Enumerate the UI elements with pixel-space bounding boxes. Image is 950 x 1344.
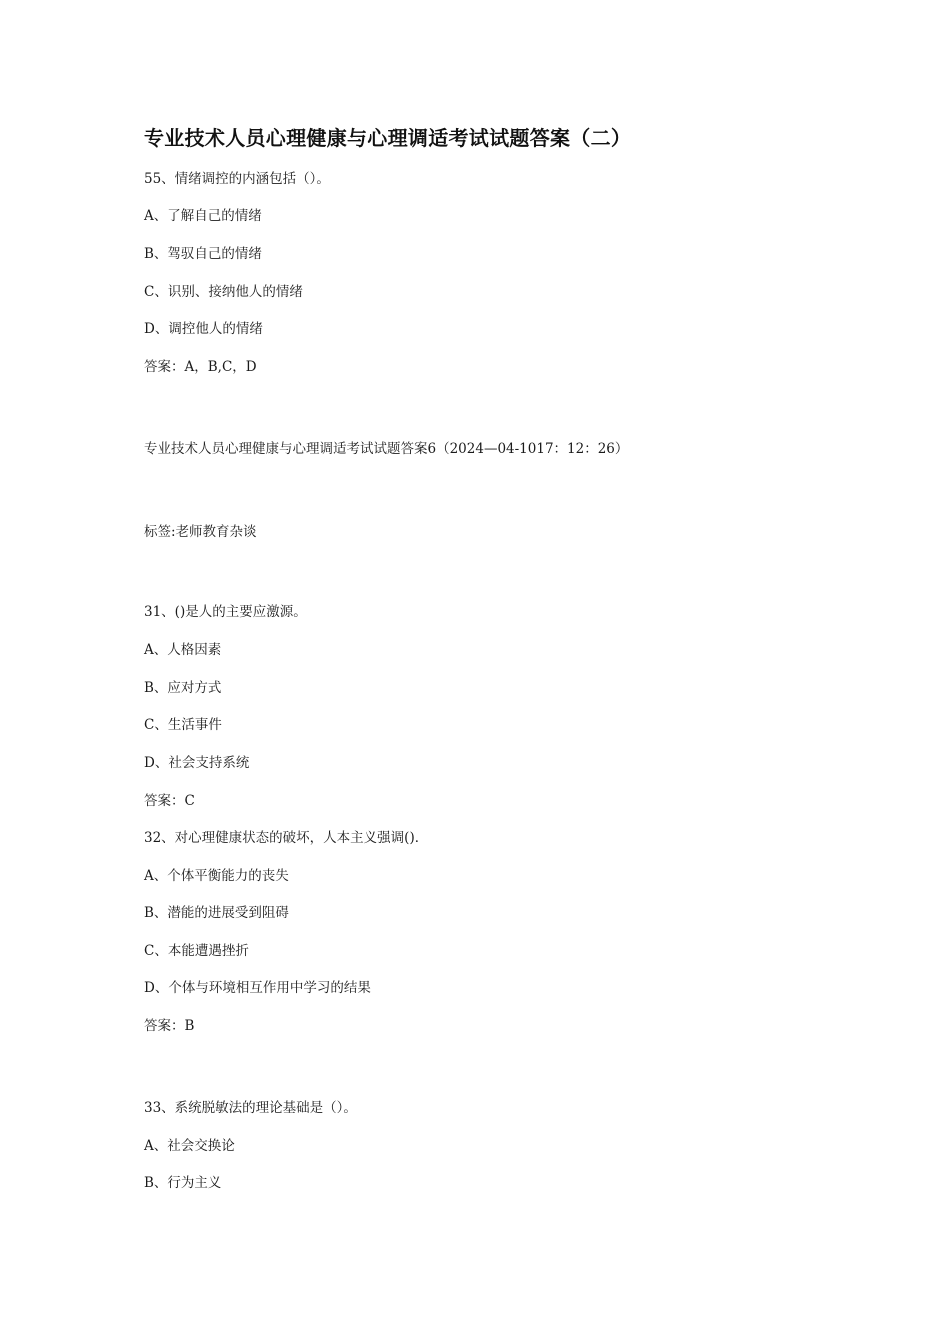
question-32-option-d: D、个体与环境相互作用中学习的结果 <box>144 980 371 996</box>
question-55-option-d: D、调控他人的情绪 <box>144 321 263 337</box>
question-55-answer: 答案：A，B,C，D <box>144 359 257 375</box>
question-32-option-b: B、潜能的进展受到阻碍 <box>144 905 289 921</box>
question-55-option-b: B、驾驭自己的情绪 <box>144 246 262 262</box>
question-33-option-a: A、社会交换论 <box>144 1138 235 1154</box>
question-55: 55、情绪调控的内涵包括（）。 <box>144 171 330 187</box>
question-55-option-c: C、识别、接纳他人的情绪 <box>144 284 303 300</box>
question-32-option-c: C、本能遭遇挫折 <box>144 943 249 959</box>
question-33: 33、系统脱敏法的理论基础是（）。 <box>144 1100 357 1116</box>
question-31-option-d: D、社会支持系统 <box>144 755 250 771</box>
source-line: 专业技术人员心理健康与心理调适考试试题答案6（2024—04-1017：12：26） <box>144 441 629 457</box>
question-31-option-a: A、人格因素 <box>144 642 222 658</box>
question-31: 31、()是人的主要应激源。 <box>144 604 307 620</box>
question-32-answer: 答案：B <box>144 1018 195 1034</box>
document-title: 专业技术人员心理健康与心理调适考试试题答案（二） <box>144 126 632 150</box>
tags-line: 标签:老师教育杂谈 <box>144 524 257 540</box>
question-32: 32、对心理健康状态的破坏，人本主义强调()． <box>144 830 429 846</box>
question-55-option-a: A、了解自己的情绪 <box>144 208 262 224</box>
question-32-option-a: A、个体平衡能力的丧失 <box>144 868 289 884</box>
question-33-option-b: B、行为主义 <box>144 1175 222 1191</box>
question-31-option-b: B、应对方式 <box>144 680 222 696</box>
question-31-answer: 答案：C <box>144 793 195 809</box>
question-31-option-c: C、生活事件 <box>144 717 222 733</box>
